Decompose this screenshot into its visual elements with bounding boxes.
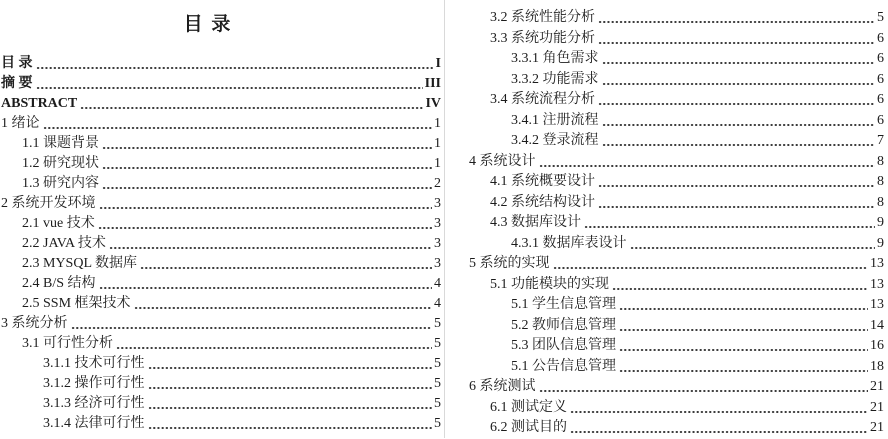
toc-entry-page: 21 bbox=[870, 379, 884, 394]
toc-entry-label: 5.2 教师信息管理 bbox=[511, 317, 616, 333]
toc-entry-label: 1 绪论 bbox=[1, 116, 40, 131]
toc-entry-label: 3.3.1 角色需求 bbox=[511, 51, 599, 66]
toc-entry-page: 14 bbox=[870, 317, 884, 333]
toc-entry-label: 4.3 数据库设计 bbox=[490, 215, 581, 230]
toc-entry bbox=[1, 414, 441, 434]
toc-entry-page: 8 bbox=[877, 153, 884, 169]
toc-entry-label: 摘 要 bbox=[1, 76, 33, 91]
dot-leader bbox=[602, 49, 876, 70]
toc-list-right bbox=[469, 8, 884, 439]
dot-leader bbox=[602, 70, 876, 91]
toc-entry bbox=[1, 114, 441, 134]
toc-entry bbox=[469, 70, 884, 91]
toc-entry bbox=[1, 254, 441, 274]
toc-entry-page: 1 bbox=[434, 136, 441, 151]
toc-entry bbox=[469, 377, 884, 398]
dot-leader bbox=[598, 193, 875, 214]
toc-entry bbox=[469, 316, 884, 337]
dot-leader bbox=[71, 314, 433, 334]
toc-entry bbox=[1, 94, 441, 114]
toc-entry-page: 5 bbox=[434, 396, 441, 411]
toc-entry bbox=[469, 418, 884, 439]
toc-entry-page: 5 bbox=[434, 416, 441, 431]
toc-entry-label: 6.1 测试定义 bbox=[490, 399, 567, 415]
toc-entry bbox=[1, 194, 441, 214]
toc-entry bbox=[1, 294, 441, 314]
toc-entry-page: 8 bbox=[877, 194, 884, 210]
toc-entry-label: 5.3 团队信息管理 bbox=[511, 338, 616, 353]
dot-leader bbox=[612, 275, 868, 296]
dot-leader bbox=[148, 394, 433, 414]
dot-leader bbox=[148, 354, 433, 374]
toc-entry-page: 18 bbox=[870, 358, 884, 374]
dot-leader bbox=[140, 254, 432, 274]
toc-entry bbox=[1, 54, 441, 74]
toc-entry-page: 2 bbox=[434, 176, 441, 191]
toc-entry-page: 3 bbox=[434, 216, 441, 231]
toc-entry-page: 16 bbox=[870, 338, 884, 353]
toc-entry-label: 1.1 课题背景 bbox=[22, 136, 99, 151]
dot-leader bbox=[598, 90, 875, 111]
toc-entry-page: 6 bbox=[877, 71, 884, 87]
dot-leader bbox=[102, 134, 432, 154]
toc-entry-label: ABSTRACT bbox=[1, 96, 78, 111]
dot-leader bbox=[570, 398, 868, 419]
toc-entry-page: 3 bbox=[434, 196, 441, 211]
toc-entry bbox=[1, 74, 441, 94]
toc-entry-label: 3.1 可行性分析 bbox=[22, 336, 113, 351]
dot-leader bbox=[148, 374, 433, 394]
toc-entry-label: 2.1 vue 技术 bbox=[22, 216, 95, 231]
toc-entry bbox=[1, 354, 441, 374]
toc-entry-label: 2.5 SSM 框架技术 bbox=[22, 296, 131, 311]
toc-entry-label: 3.1.4 法律可行性 bbox=[43, 416, 145, 431]
dot-leader bbox=[602, 111, 876, 132]
dot-leader bbox=[553, 254, 869, 275]
toc-entry-page: 3 bbox=[434, 236, 441, 251]
dot-leader bbox=[630, 234, 876, 255]
toc-entry-page: 13 bbox=[870, 297, 884, 312]
dot-leader bbox=[598, 172, 875, 193]
toc-entry-page: 5 bbox=[434, 316, 441, 331]
toc-entry-page: IV bbox=[425, 96, 441, 111]
dot-leader bbox=[602, 131, 876, 152]
toc-entry bbox=[469, 172, 884, 193]
dot-leader bbox=[109, 234, 432, 254]
toc-list-left bbox=[1, 54, 441, 434]
toc-entry bbox=[469, 234, 884, 255]
toc-entry-page: 9 bbox=[877, 215, 884, 230]
toc-entry-page: III bbox=[424, 76, 441, 91]
toc-entry-label: 5.1 公告信息管理 bbox=[511, 358, 616, 374]
toc-entry-page: 5 bbox=[434, 336, 441, 351]
toc-entry-label: 3.4.2 登录流程 bbox=[511, 133, 599, 148]
toc-entry-label: 1.3 研究内容 bbox=[22, 176, 99, 191]
toc-entry-label: 3.2 系统性能分析 bbox=[490, 10, 595, 25]
dot-leader bbox=[102, 174, 432, 194]
toc-entry bbox=[1, 274, 441, 294]
toc-entry-page: 21 bbox=[870, 399, 884, 415]
toc-entry-page: 4 bbox=[434, 276, 441, 291]
toc-entry bbox=[469, 213, 884, 234]
dot-leader bbox=[36, 74, 423, 94]
toc-entry-label: 3.3 系统功能分析 bbox=[490, 30, 595, 46]
toc-entry bbox=[469, 193, 884, 214]
toc-entry bbox=[1, 134, 441, 154]
toc-entry bbox=[1, 314, 441, 334]
toc-entry-page: I bbox=[435, 56, 441, 71]
dot-leader bbox=[134, 294, 432, 314]
toc-entry-label: 6.2 测试目的 bbox=[490, 420, 567, 435]
toc-entry-label: 5.1 学生信息管理 bbox=[511, 297, 616, 312]
toc-entry bbox=[469, 111, 884, 132]
dot-leader bbox=[36, 54, 434, 74]
dot-leader bbox=[619, 295, 868, 316]
toc-entry bbox=[469, 8, 884, 29]
toc-entry-label: 3.1.3 经济可行性 bbox=[43, 396, 145, 411]
toc-entry-page: 13 bbox=[870, 276, 884, 292]
toc-entry-page: 9 bbox=[877, 235, 884, 251]
toc-entry-page: 7 bbox=[877, 133, 884, 148]
dot-leader bbox=[539, 377, 869, 398]
toc-entry bbox=[1, 234, 441, 254]
dot-leader bbox=[539, 152, 876, 173]
toc-entry-page: 21 bbox=[870, 420, 884, 435]
toc-entry-label: 4 系统设计 bbox=[469, 153, 536, 169]
dot-leader bbox=[619, 336, 868, 357]
dot-leader bbox=[570, 418, 868, 439]
toc-entry-label: 4.3.1 数据库表设计 bbox=[511, 235, 627, 251]
toc-entry-label: 目 录 bbox=[1, 56, 33, 71]
toc-entry bbox=[1, 394, 441, 414]
toc-entry-label: 4.2 系统结构设计 bbox=[490, 194, 595, 210]
toc-column-left bbox=[0, 0, 444, 438]
toc-entry-page: 6 bbox=[877, 30, 884, 46]
toc-entry bbox=[469, 336, 884, 357]
toc-entry bbox=[469, 254, 884, 275]
toc-entry bbox=[469, 357, 884, 378]
dot-leader bbox=[598, 8, 875, 29]
dot-leader bbox=[619, 316, 868, 337]
dot-leader bbox=[99, 274, 432, 294]
toc-entry-label: 3.1.1 技术可行性 bbox=[43, 356, 145, 371]
toc-entry-label: 3.4.1 注册流程 bbox=[511, 112, 599, 128]
toc-entry bbox=[469, 90, 884, 111]
page-title: 目 录 bbox=[183, 14, 233, 35]
toc-entry-page: 5 bbox=[877, 10, 884, 25]
toc-entry bbox=[469, 275, 884, 296]
toc-entry-label: 2.2 JAVA 技术 bbox=[22, 236, 106, 251]
toc-entry-page: 6 bbox=[877, 51, 884, 66]
toc-entry bbox=[469, 29, 884, 50]
toc-entry-label: 2.3 MYSQL 数据库 bbox=[22, 256, 137, 271]
dot-leader bbox=[116, 334, 432, 354]
dot-leader bbox=[598, 29, 875, 50]
toc-column-right bbox=[445, 0, 888, 438]
toc-entry-label: 5.1 功能模块的实现 bbox=[490, 276, 609, 292]
toc-entry-page: 13 bbox=[870, 256, 884, 271]
toc-entry bbox=[469, 295, 884, 316]
toc-entry-label: 3 系统分析 bbox=[1, 316, 68, 331]
toc-entry-label: 1.2 研究现状 bbox=[22, 156, 99, 171]
toc-entry-page: 6 bbox=[877, 112, 884, 128]
toc-entry-page: 6 bbox=[877, 92, 884, 107]
toc-entry bbox=[1, 174, 441, 194]
dot-leader bbox=[98, 214, 432, 234]
dot-leader bbox=[99, 194, 433, 214]
toc-entry bbox=[469, 152, 884, 173]
toc-entry-label: 3.3.2 功能需求 bbox=[511, 71, 599, 87]
toc-entry bbox=[1, 154, 441, 174]
dot-leader bbox=[102, 154, 432, 174]
toc-entry-label: 3.1.2 操作可行性 bbox=[43, 376, 145, 391]
toc-entry-page: 8 bbox=[877, 174, 884, 189]
toc-entry-page: 1 bbox=[434, 116, 441, 131]
toc-entry bbox=[1, 374, 441, 394]
toc-entry bbox=[469, 398, 884, 419]
toc-entry-page: 5 bbox=[434, 356, 441, 371]
toc-entry-page: 4 bbox=[434, 296, 441, 311]
dot-leader bbox=[619, 357, 868, 378]
toc-entry-page: 3 bbox=[434, 256, 441, 271]
dot-leader bbox=[80, 94, 423, 114]
toc-entry-label: 6 系统测试 bbox=[469, 379, 536, 394]
toc-entry bbox=[1, 214, 441, 234]
toc-entry-label: 3.4 系统流程分析 bbox=[490, 92, 595, 107]
dot-leader bbox=[584, 213, 875, 234]
toc-entry bbox=[469, 131, 884, 152]
toc-entry-label: 2 系统开发环境 bbox=[1, 196, 96, 211]
toc-entry bbox=[1, 334, 441, 354]
toc-entry-page: 5 bbox=[434, 376, 441, 391]
dot-leader bbox=[148, 414, 433, 434]
toc-entry-label: 2.4 B/S 结构 bbox=[22, 276, 96, 291]
toc-entry-label: 4.1 系统概要设计 bbox=[490, 174, 595, 189]
toc-entry-label: 5 系统的实现 bbox=[469, 256, 550, 271]
toc-entry bbox=[469, 49, 884, 70]
toc-entry-page: 1 bbox=[434, 156, 441, 171]
dot-leader bbox=[43, 114, 433, 134]
